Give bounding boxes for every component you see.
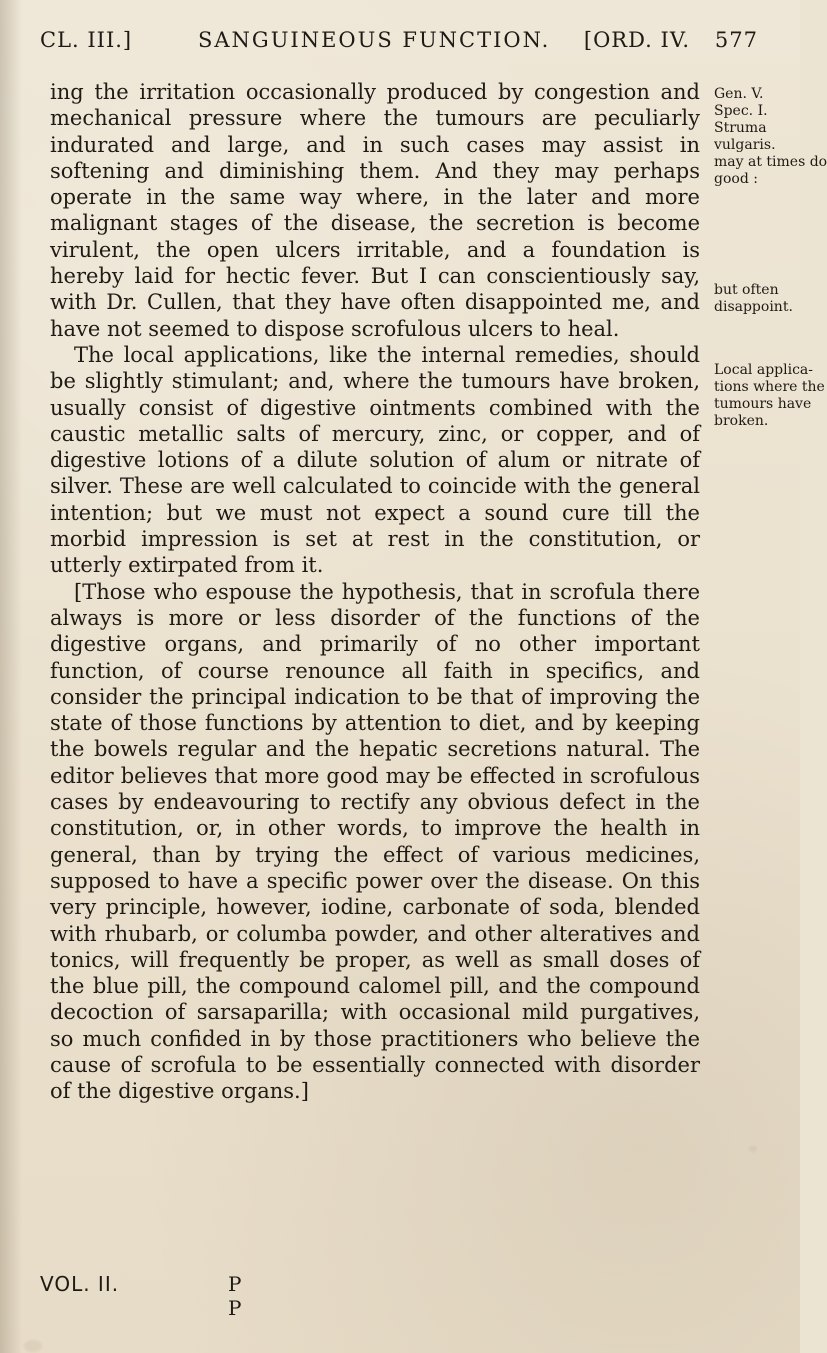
marginal-line: vulgaris.: [714, 137, 776, 153]
page-footer: [40, 1272, 244, 1320]
paper-stain: [749, 1146, 757, 1152]
marginal-line: Local applica-: [714, 362, 813, 378]
volume-label: VOL. II.: [40, 1272, 120, 1296]
page-edge-shadow: [0, 0, 22, 1353]
marginal-line: disappoint.: [714, 299, 793, 315]
header-center: SANGUINEOUS FUNCTION.: [198, 28, 551, 52]
paragraph-1: ing the irritation occasionally produced by congestion and mechanical pressure where the tumours are peculiarly indurated and large, and in such cases may assist in softening and diminishing them. And they may perhaps operate in the same way where, in the later and more malignant stages of the disease, the secretion is become virulent, the open ulcers irritable, and a foundation is hereby laid for hectic fever. But I can conscientiously say, with Dr. Cullen, that they have often disappointed me, and have not seemed to dispose scrofulous ulcers to heal.: [50, 80, 700, 341]
header-left: CL. III.]: [40, 28, 133, 52]
marginal-line: but often: [714, 282, 779, 298]
marginal-note-2: [714, 282, 796, 316]
marginal-note-3: [714, 362, 825, 430]
page-number: 577: [714, 28, 758, 52]
main-text-column: [50, 79, 700, 1105]
header-right: [ORD. IV.: [583, 28, 690, 52]
marginal-note-1: [714, 86, 827, 188]
running-header: [40, 28, 690, 52]
marginal-line: Gen. V.: [714, 86, 764, 102]
paper-stain: [24, 1340, 42, 1352]
marginal-line: broken.: [714, 413, 769, 429]
marginal-line: Spec. I.: [714, 103, 768, 119]
paragraph-2: The local applications, like the internal remedies, should be slightly stimulant; and, where the tumours have broken, usually consist of digestive ointments combined with the caustic metallic salts of mercury, zinc, or copper, and of digestive lotions of a dilute solution of alum or nitrate of silver. These are well calculated to coincide with the general intention; but we must not expect a sound cure till the morbid impression is set at rest in the constitution, or utterly extirpated from it.: [50, 342, 700, 578]
marginal-line: Struma: [714, 120, 767, 136]
signature-mark: P P: [228, 1272, 244, 1320]
marginal-line: tions where the: [714, 379, 825, 395]
paragraph-3: [Those who espouse the hypothesis, that in scrofula there always is more or less disorder of the functions of the digestive organs, and primarily of no other important function, of course renounce all faith in specifics, and consider the principal indication to be that of improving the state of those functions by attention to diet, and by keeping the bowels regular and the hepatic secretions natural. The editor believes that more good may be effected in scrofulous cases by endeavouring to rectify any obvious defect in the constitution, or, in other words, to improve the health in general, than by trying the effect of various medicines, supposed to have a specific power over the disease. On this very principle, however, iodine, carbonate of soda, blended with rhubarb, or columba powder, and other alteratives and tonics, will frequently be proper, as well as small doses of the blue pill, the compound calomel pill, and the compound decoction of sarsaparilla; with occasional mild purgatives, so much confided in by those practitioners who believe the cause of scrofula to be essentially connected with disorder of the digestive organs.]: [50, 579, 700, 1104]
marginal-line: tumours have: [714, 396, 812, 412]
marginal-line: good :: [714, 171, 758, 187]
marginal-line: may at times do: [714, 154, 827, 170]
